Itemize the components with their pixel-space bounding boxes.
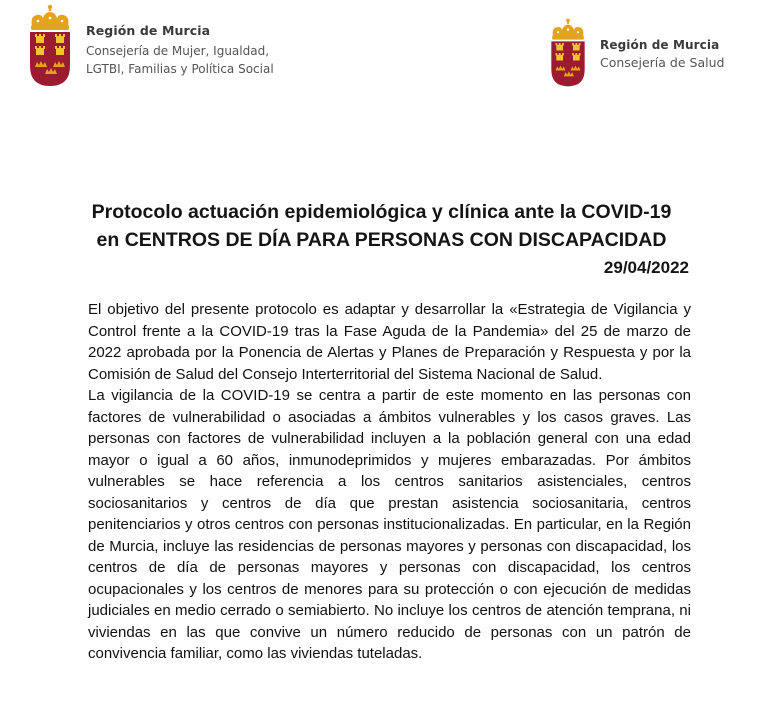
paragraph: El objetivo del presente protocolo es adaptar y desarrollar la «Estrategia de Vigilancia y Control frente a la COVID-19 tras la Fase Aguda de la Pandemia» del 25 de marzo de 2022 aprobada por la Ponencia de Alertas y Planes de Preparación y Respuesta y por la Comisión de Salud del Consejo Interterritorial del Sistema Nacional de Salud. [88, 301, 691, 383]
dept-line: Consejería de Salud [600, 55, 725, 70]
org-text-right [600, 36, 724, 72]
document-date: 29/04/2022 [603, 258, 689, 277]
dept-line: Consejería de Mujer, Igualdad, [86, 44, 270, 58]
document-body [88, 299, 691, 665]
header-logo-left [26, 4, 274, 88]
org-name: Región de Murcia [600, 38, 720, 52]
org-name: Región de Murcia [86, 23, 211, 38]
paragraph: La vigilancia de la COVID-19 se centra a partir de este momento en las personas con factores de vulnerabilidad o asociadas a ámbitos vulnerables y los casos graves. Las personas con factores de vulnerabilidad incluyen a la población general con una edad mayor o igual a 60 años, inmunodeprimidos y mujeres embarazadas. Por ámbitos vulnerables se hace referencia a los centros sanitarios asistenciales, centros sociosanitarios y centros de día que prestan asistencia sociosanitaria, centros penitenciarios y otros centros con personas institucionalizadas. En particular, en la Región de Murcia, incluye las residencias de personas mayores y personas con discapacidad, los centros de día de personas mayores y personas con discapacidad, los centros ocupacionales y los centros de menores para su protección o con ejecución de medidas judiciales en medio cerrado o semiabierto. No incluye los centros de atención temprana, ni viviendas en las que convive un número reducido de personas con un patrón de convivencia familiar, como las viviendas tuteladas. [88, 387, 691, 662]
document-title [40, 198, 723, 254]
region-murcia-crest-icon [548, 14, 588, 92]
header-logo-right [548, 14, 724, 92]
region-murcia-crest-icon [26, 4, 74, 88]
title-line: Protocolo actuación epidemiológica y clínica ante la COVID-19 [91, 201, 672, 223]
dept-line: LGTBI, Familias y Política Social [86, 62, 274, 76]
org-text-left [86, 20, 274, 78]
title-line: en CENTROS DE DÍA PARA PERSONAS CON DISCAPACIDAD [96, 229, 667, 251]
